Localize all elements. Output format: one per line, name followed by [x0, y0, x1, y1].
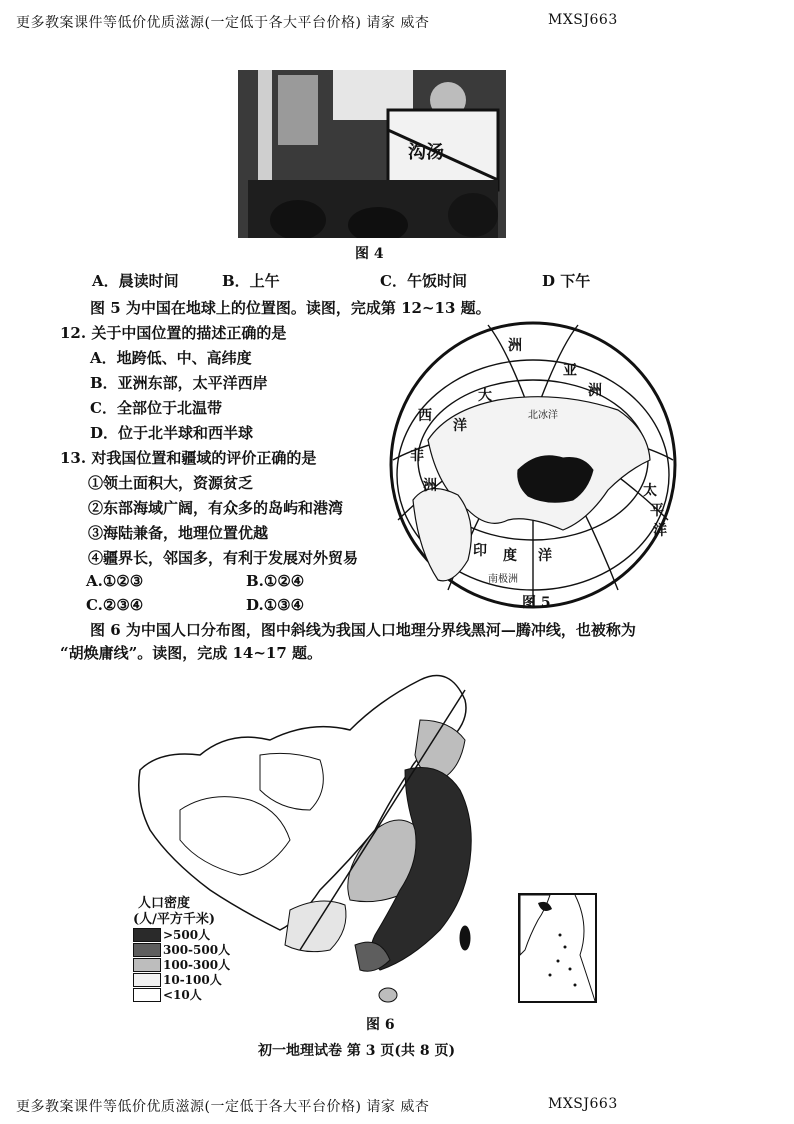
header-code: MXSJ663: [548, 12, 618, 28]
legend-label-1: 300-500人: [163, 943, 231, 957]
globe-label-10: 洋: [653, 523, 667, 539]
legend-label-3: 10-100人: [163, 973, 222, 987]
figure4-caption: 图 4: [355, 246, 384, 262]
q12-option-c: C．全部位于北温带: [90, 399, 222, 417]
globe-label-13: 洋: [538, 548, 552, 564]
q12-option-b: B．亚洲东部，太平洋西岸: [90, 374, 268, 392]
page-number: 初一地理试卷 第 3 页(共 8 页): [258, 1043, 456, 1059]
q13-statement-1: ①领土面积大，资源贫乏: [88, 474, 254, 492]
q13-option-d: D.①③④: [246, 596, 305, 614]
q13-statement-4: ④疆界长，邻国多，有利于发展对外贸易: [88, 549, 359, 567]
globe-label-6: 非: [410, 448, 424, 464]
globe-label-4: 西: [418, 408, 432, 424]
legend-label-0: >500人: [163, 928, 211, 942]
globe-label-15: 北冰洋: [528, 410, 558, 421]
south-china-sea-inset: [518, 893, 597, 1003]
legend-swatch-0: [133, 928, 161, 942]
classroom-photo: [238, 70, 506, 238]
q11-option-a: A．晨读时间: [92, 272, 179, 290]
globe-label-2: 洲: [588, 383, 602, 399]
legend-swatch-4: [133, 988, 161, 1002]
q12-option-d: D．位于北半球和西半球: [90, 424, 254, 442]
q11-option-d: D 下午: [542, 272, 591, 290]
q13-option-a: A.①②③: [86, 572, 144, 590]
q11-option-b: B．上午: [222, 272, 280, 290]
q13-statement-3: ③海陆兼备，地理位置优越: [88, 524, 269, 542]
intro-14-17-line2: “胡焕庸线”。读图，完成 14~17 题。: [60, 644, 323, 662]
figure4-photo: [238, 70, 506, 238]
photo-sign-text: 沟汤: [408, 142, 444, 163]
globe-label-5: 洋: [453, 418, 467, 434]
q11-option-c: C．午饭时间: [380, 272, 467, 290]
q13-statement-2: ②东部海域广阔，有众多的岛屿和港湾: [88, 499, 344, 517]
q13-option-c: C.②③④: [86, 596, 144, 614]
globe-label-1: 亚: [563, 363, 577, 379]
legend-label-4: <10人: [163, 988, 202, 1002]
legend-swatch-1: [133, 943, 161, 957]
figure5-globe: [388, 320, 678, 610]
legend-label-2: 100-300人: [163, 958, 231, 972]
globe-label-7: 洲: [423, 478, 437, 494]
legend-swatch-3: [133, 973, 161, 987]
globe-label-14: 南极洲: [488, 574, 518, 585]
globe-label-3: 大: [478, 388, 492, 404]
q12-stem: 12. 关于中国位置的描述正确的是: [60, 324, 287, 342]
figure6-caption: 图 6: [366, 1017, 395, 1033]
header-text: 更多教案课件等低价优质滋源(一定低于各大平台价格) 请家 威杏: [16, 15, 430, 31]
footer-text: 更多教案课件等低价优质滋源(一定低于各大平台价格) 请家 威杏: [16, 1099, 430, 1115]
legend-title-1: 人口密度: [138, 896, 191, 911]
globe-label-11: 印: [473, 543, 487, 559]
intro-14-17-line1: 图 6 为中国人口分布图，图中斜线为我国人口地理分界线黑河—腾冲线，也被称为: [90, 621, 636, 639]
globe-label-0: 洲: [508, 338, 522, 354]
legend-swatch-2: [133, 958, 161, 972]
q13-option-b: B.①②④: [246, 572, 305, 590]
globe-label-8: 太: [643, 483, 657, 499]
legend-title-2: (人/平方千米): [133, 912, 216, 927]
footer-code: MXSJ663: [548, 1096, 618, 1112]
figure5-caption: 图 5: [522, 595, 551, 611]
globe-label-12: 度: [503, 548, 517, 564]
globe-label-9: 平: [650, 503, 664, 519]
q13-stem: 13. 对我国位置和疆域的评价正确的是: [60, 449, 317, 467]
intro-12-13: 图 5 为中国在地球上的位置图。读图，完成第 12~13 题。: [90, 299, 491, 317]
q12-option-a: A．地跨低、中、高纬度: [90, 349, 252, 367]
